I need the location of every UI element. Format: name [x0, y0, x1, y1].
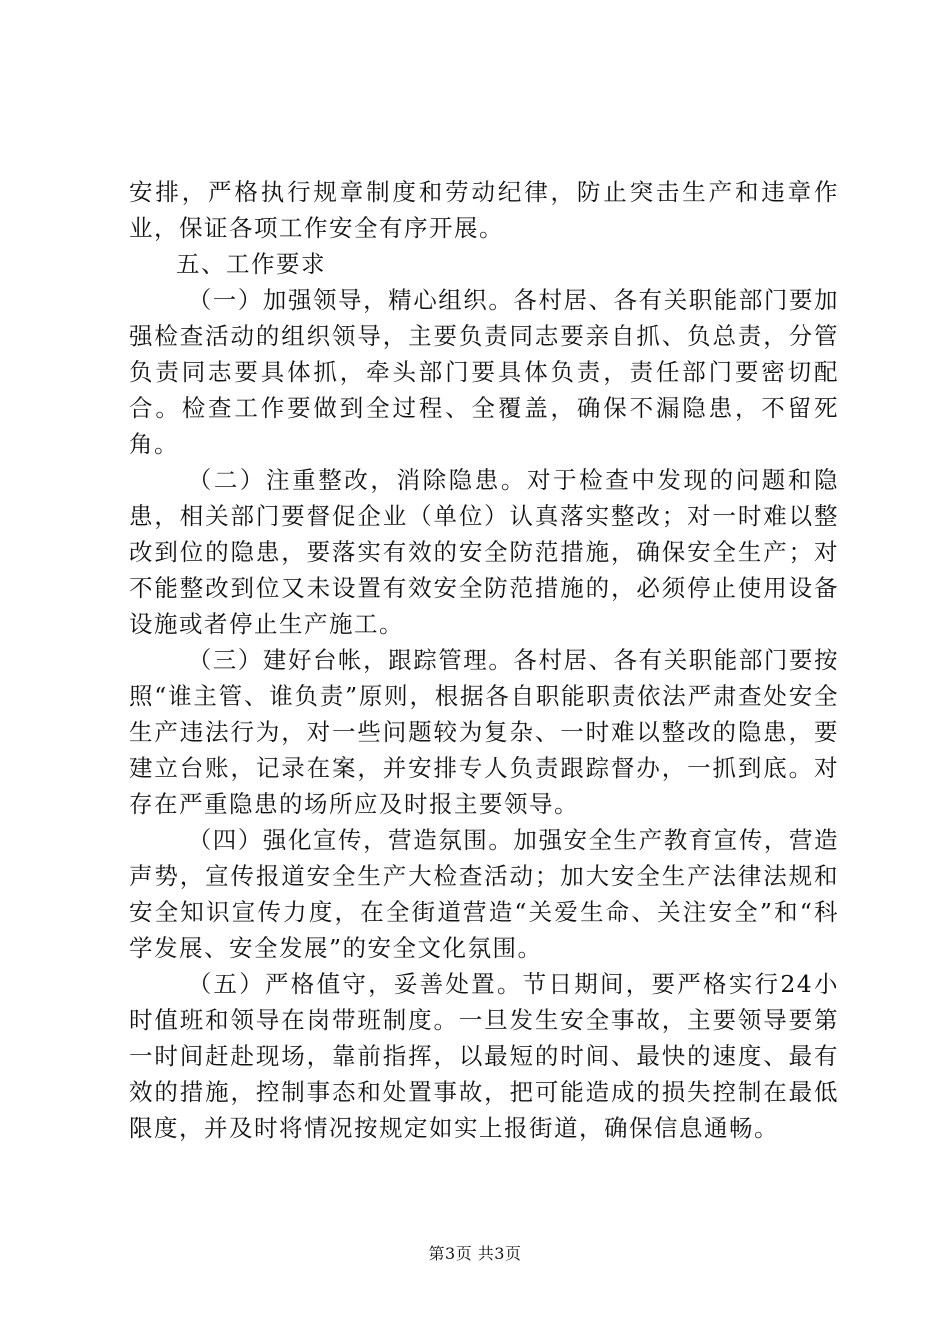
page-footer: [0, 1244, 950, 1264]
paragraph-item-4: （四）强化宣传，营造氛围。加强安全生产教育宣传，营造声势，宣传报道安全生产大检查活动；加大安全生产法律法规和安全知识宣传力度，在全街道营造“关爱生命、关注安全”和“科学发展、安全发展”的安全文化氛围。: [129, 826, 839, 962]
paragraph-item-1: （一）加强领导，精心组织。各村居、各有关职能部门要加强检查活动的组织领导，主要负责同志要亲自抓、负总责，分管负责同志要具体抓，牵头部门要具体负责，责任部门要密切配合。检查工作要做到全过程、全覆盖，确保不漏隐患，不留死角。: [129, 286, 839, 458]
section-heading: 五、工作要求: [176, 250, 326, 278]
paragraph-item-5: （五）严格值守，妥善处置。节日期间，要严格实行24小时值班和领导在岗带班制度。一旦发生安全事故，主要领导要第一时间赶赴现场，靠前指挥，以最短的时间、最快的速度、最有效的措施，控制事态和处置事故，把可能造成的损失控制在最低限度，并及时将情况按规定如实上报街道，确保信息通畅。: [129, 970, 839, 1142]
paragraph-continuation: 安排，严格执行规章制度和劳动纪律，防止突击生产和违章作业，保证各项工作安全有序开展。: [129, 178, 839, 242]
document-body: [129, 174, 839, 1146]
paragraph-item-2: （二）注重整改，消除隐患。对于检查中发现的问题和隐患，相关部门要督促企业（单位）认真落实整改；对一时难以整改到位的隐患，要落实有效的安全防范措施，确保安全生产；对不能整改到位又未设置有效安全防范措施的，必须停止使用设备设施或者停止生产施工。: [129, 466, 839, 638]
page-number: 第3页 共3页: [428, 1244, 522, 1263]
paragraph-item-3: （三）建好台帐，跟踪管理。各村居、各有关职能部门要按照“谁主管、谁负责”原则，根据各自职能职责依法严肃查处安全生产违法行为，对一些问题较为复杂、一时难以整改的隐患，要建立台账，记录在案，并安排专人负责跟踪督办，一抓到底。对存在严重隐患的场所应及时报主要领导。: [129, 646, 839, 818]
